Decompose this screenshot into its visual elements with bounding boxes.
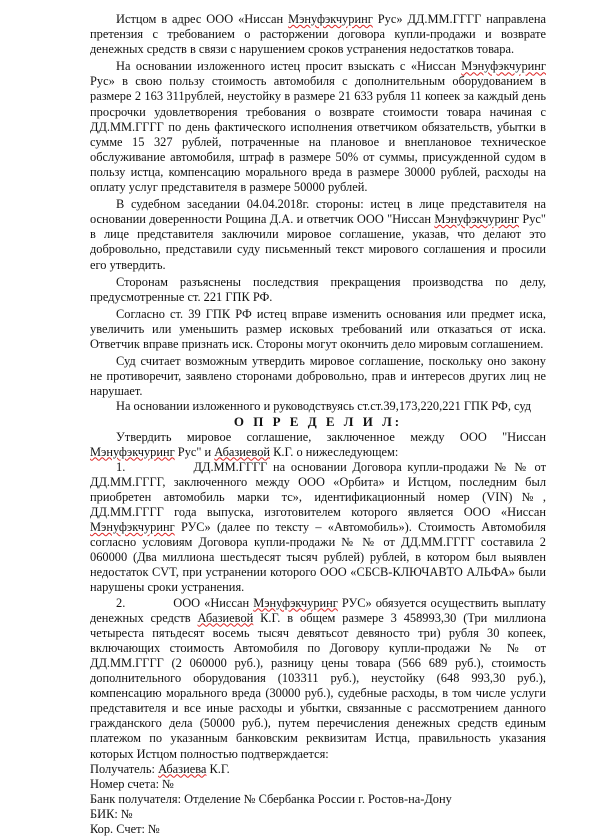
ruling-heading: О П Р Е Д Е Л И Л:	[233, 414, 403, 430]
agreement-item-2: 2. ООО «Ниссан Мэнуфэкчуринг РУС» обязуется осуществить выплату денежных средств Абазиевой К.Г. в общем размере 3 458993,30 (Три миллиона четыреста пятьдесят восемь тысяч девятьсот девяносто три) рубля 30 копеек, включающих стоимость Автомобиля по Договору купли-продажи № № от ДД.ММ.ГГГГ (2 060000 руб.), разницу цены товара (566 689 руб.), стоимость дополнительного оборудования (103311 руб.), неустойку (648 993,30 руб.), компенсацию морального вреда (30000 руб.), судебные расходы, в том числе услуги представителя и все иные расходы и убытки, связанные с рассмотрением данного гражданского дела (50000 руб.), путем перечисления денежных средств единым платежом по указанным банковским реквизитам Истца, правильность указания которых Истцом полностью подтверждается:	[90, 595, 550, 761]
field-recipient: Получатель: Абазиева К.Г.	[90, 761, 230, 776]
spellcheck-word: Абазиева	[158, 761, 207, 776]
spellcheck-word: Абазиевой	[197, 610, 254, 625]
paragraph-court-opinion: Суд считает возможным утвердить мировое соглашение, поскольку оно закону не противоречит, заявлено сторонами добровольно, прав и интересов других лиц не нарушает.	[90, 354, 546, 399]
spellcheck-word: Мэнуфэкчуринг	[288, 12, 373, 26]
paragraph-consequences: Сторонам разъяснены последствия прекращения производства по делу, предусмотренные ст. 221 ГПК РФ.	[90, 274, 546, 304]
spellcheck-word: Мэнуфэкчуринг	[461, 59, 546, 74]
paragraph-demands: На основании изложенного истец просит взыскать с «Ниссан Мэнуфэкчуринг Рус» в свою пользу стоимость автомобиля с дополнительным оборудованием в размере 2 163 311рублей, неустойку в размере 21 633 рубля 11 копеек за каждый день просрочки удовлетворения требования о возврате стоимости товара начиная с ДД.ММ.ГГГГ по день фактического исполнения ответчиком обязательств, убытки в сумме 15 327 рублей, потраченные на плановое и внеплановое техническое обслуживание автомобиля, штраф в размере 50% от суммы, присужденной судом в пользу истца, компенсацию морального вреда в размере 30000 рублей, расходы на оплату услуг представителя в размере 50000 рублей.	[90, 59, 546, 195]
spellcheck-word: Мэнуфэкчуринг	[90, 444, 175, 459]
paragraph-article-39: Согласно ст. 39 ГПК РФ истец вправе изменить основания или предмет иска, увеличить или уменьшить размер исковых требований или отказаться от иска. Ответчик вправе признать иск. Стороны могут окончить дело мировым соглашением.	[90, 306, 546, 351]
spellcheck-word: Мэнуфэкчуринг	[253, 595, 338, 610]
field-corr-account: Кор. Счет: №	[90, 821, 160, 836]
field-bank: Банк получателя: Отделение № Сбербанка России г. Ростов-на-Дону	[90, 791, 452, 806]
field-account: Номер счета: №	[90, 776, 174, 791]
spellcheck-word: Абазиевой	[214, 444, 271, 459]
spellcheck-word: Мэнуфэкчуринг	[434, 212, 520, 227]
paragraph-claim: Истцом в адрес ООО «Ниссан Мэнуфэкчуринг Рус» ДД.ММ.ГГГГ направлена претензия с требованием о расторжении договора купли-продажи и возврате денежных средств в связи с нарушением сроков устранения недостатков товара.	[90, 12, 547, 57]
paragraph-approve: Утвердить мировое соглашение, заключенное между ООО "Ниссан Мэнуфэкчуринг Рус" и Абазиевой К.Г. о нижеследующем:	[90, 429, 546, 459]
paragraph-hearing: В судебном заседании 04.04.2018г. стороны: истец в лице представителя на основании доверенности Рощина Д.А. и ответчик ООО "Ниссан Мэнуфэкчуринг Рус" в лице представителя заключили мировое соглашение, указав, что делают это добровольно, представили суду письменный текст мирового соглашения и просили его утвердить.	[90, 197, 546, 272]
agreement-item-1: 1. ДД.ММ.ГГГГ на основании Договора купли-продажи № № от ДД.ММ.ГГГГ, заключенного между ООО «Орбита» и Истцом, последним был приобретен автомобиль марки тс», идентификационный номер (VIN)№, ДД.ММ.ГГГГ года выпуска, изготовителем которого является ООО «Ниссан Мэнуфэкчуринг РУС» (далее по тексту – «Автомобиль»). Стоимость Автомобиля согласно условиям Договора купли-продажи № № от ДД.ММ.ГГГГ составила 2 060000 (Два миллиона шестьдесят тысяч рублей) рублей, в котором был выявлен недостаток CVT, при устранении которого ООО «СБСВ-КЛЮЧАВТО АЛЬФА» были нарушены сроки устранения.	[90, 459, 550, 595]
paragraph-grounds: На основании изложенного и руководствуясь ст.ст.39,173,220,221 ГПК РФ, суд	[116, 399, 532, 414]
spellcheck-word: Мэнуфэкчуринг	[90, 520, 175, 535]
field-bik: БИК: №	[90, 806, 133, 821]
